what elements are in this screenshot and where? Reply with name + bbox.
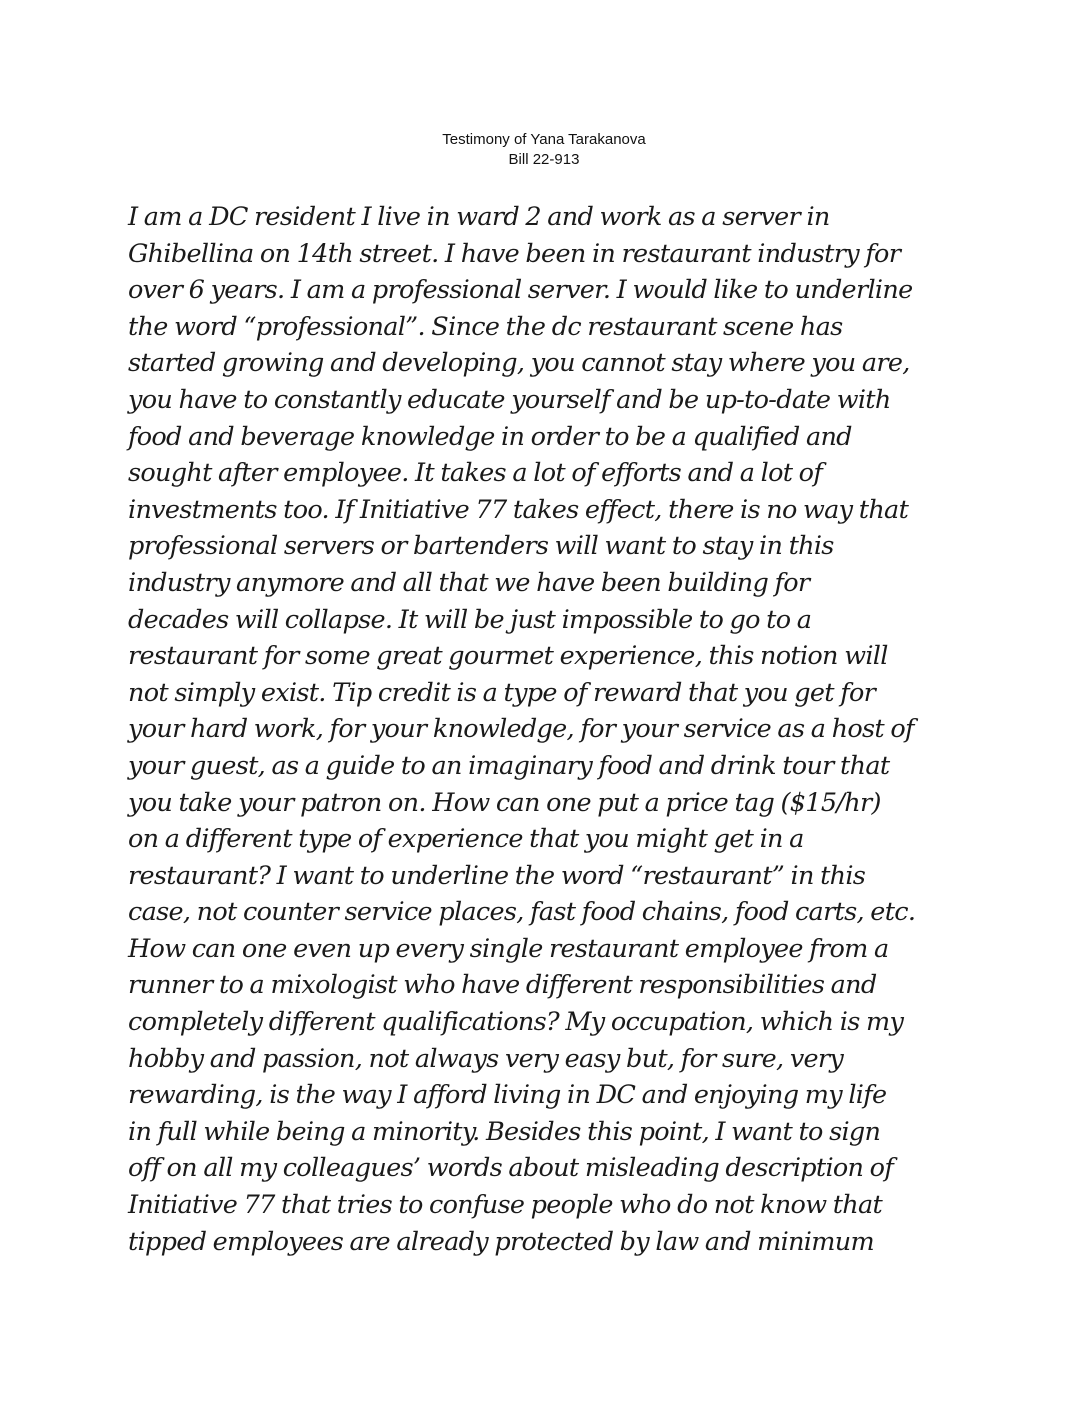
body-line: I am a DC resident I live in ward 2 and work as a server in: [128, 202, 830, 232]
body-line: on a different type of experience that you might get in a: [128, 824, 804, 855]
body-line: food and beverage knowledge in order to be a qualified and: [128, 421, 852, 452]
body-line: off on all my colleagues’ words about misleading description of: [128, 1153, 894, 1184]
body-line: the word “professional”. Since the dc restaurant scene has: [128, 311, 843, 342]
body-line: runner to a mixologist who have different responsibilities and: [128, 970, 877, 1001]
body-line: in full while being a minority. Besides this point, I want to sign: [128, 1116, 881, 1147]
body-line: Initiative 77 that tries to confuse people who do not know that: [128, 1190, 883, 1221]
body-line: started growing and developing, you cannot stay where you are,: [128, 348, 910, 379]
body-line: industry anymore and all that we have been building for: [128, 567, 810, 598]
body-line: restaurant for some great gourmet experience, this notion will: [128, 641, 888, 672]
body-line: Ghibellina on 14th street. I have been in restaurant industry for: [128, 238, 901, 269]
body-line: you take your patron on. How can one put a price tag ($15/hr): [128, 787, 881, 818]
body-line: not simply exist. Tip credit is a type of reward that you get for: [128, 677, 876, 708]
bill-number: Bill 22-913: [508, 151, 580, 168]
body-line: completely different qualifications? My occupation, which is my: [128, 1007, 904, 1038]
body-line: professional servers or bartenders will want to stay in this: [128, 531, 834, 562]
body-line: How can one even up every single restaurant employee from a: [128, 933, 889, 964]
body-line: hobby and passion, not always very easy but, for sure, very: [128, 1043, 844, 1074]
body-line: investments too. If Initiative 77 takes effect, there is no way that: [128, 494, 909, 525]
body-line: restaurant? I want to underline the word “restaurant” in this: [128, 860, 866, 891]
body-line: you have to constantly educate yourself and be up-to-date with: [128, 384, 891, 415]
body-line: decades will collapse. It will be just impossible to go to a: [128, 604, 812, 635]
testimony-body: [128, 199, 968, 1260]
body-line: over 6 years. I am a professional server. I would like to underline: [128, 275, 913, 306]
document-title: Testimony of Yana Tarakanova: [442, 131, 646, 148]
document-header: [0, 130, 1088, 170]
body-line: case, not counter service places, fast food chains, food carts, etc.: [128, 897, 916, 928]
body-line: your hard work, for your knowledge, for your service as a host of: [128, 714, 914, 745]
body-line: tipped employees are already protected by law and minimum: [128, 1226, 874, 1257]
body-line: your guest, as a guide to an imaginary food and drink tour that: [128, 750, 890, 781]
body-line: sought after employee. It takes a lot of efforts and a lot of: [128, 458, 823, 489]
body-line: rewarding, is the way I afford living in DC and enjoying my life: [128, 1080, 887, 1111]
